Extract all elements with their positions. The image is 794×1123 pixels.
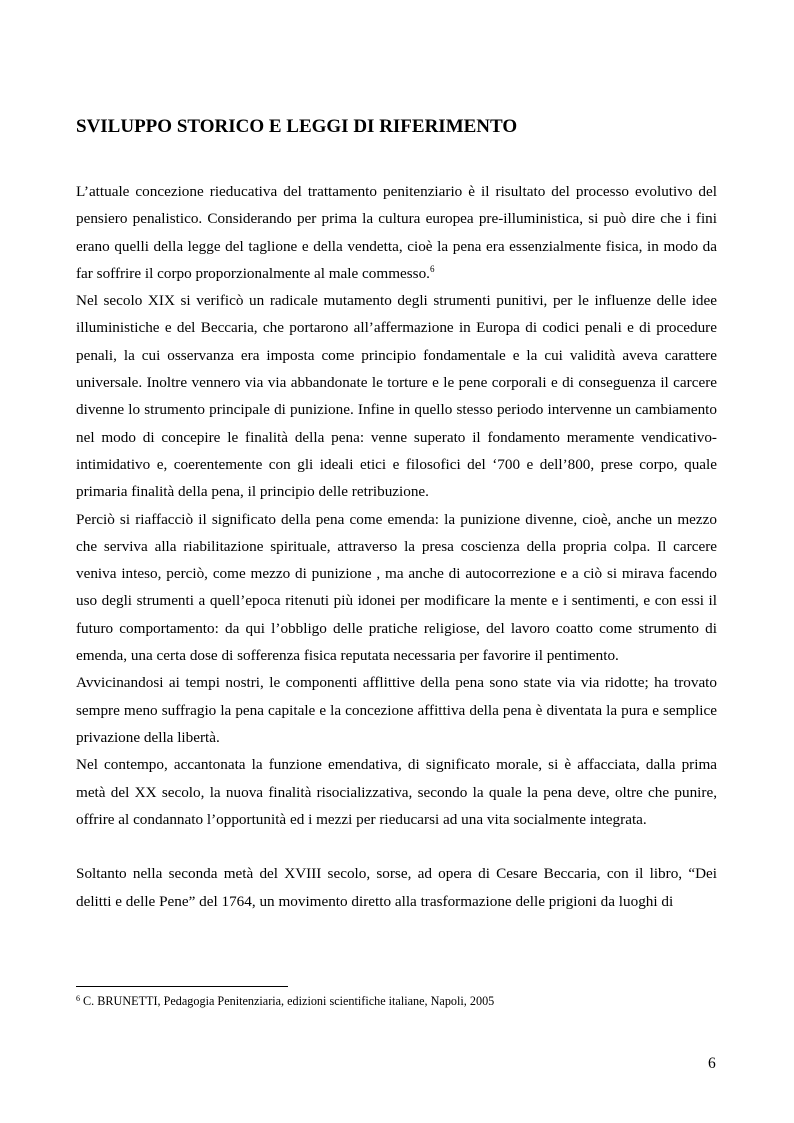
footnote-text: C. BRUNETTI, Pedagogia Penitenziaria, edizioni scientifiche italiane, Napoli, 2005 xyxy=(83,994,495,1008)
paragraph: Soltanto nella seconda metà del XVIII secolo, sorse, ad opera di Cesare Beccaria, con il libro, “Dei delitti e delle Pene” del 1764, un movimento diretto alla trasformazione delle prigioni da luoghi di xyxy=(76,865,717,910)
paragraph: Avvicinandosi ai tempi nostri, le componenti afflittive della pena sono state via via ridotte; ha trovato sempre meno suffragio la pena capitale e la concezione affittiva della pena è diventata la pura e semplice privazione della libertà. xyxy=(76,674,717,746)
footnote-number: 6 xyxy=(76,994,80,1003)
page-number: 6 xyxy=(708,1055,716,1072)
paragraph: Perciò si riaffacciò il significato della pena come emenda: la punizione divenne, cioè, anche un mezzo che serviva alla riabilitazione spirituale, attraverso la presa coscienza della propria colpa. Il carcere veniva inteso, perciò, come mezzo di punizione , ma anche di autocorrezione e a ciò si mirava facendo uso degli strumenti a quell’epoca ritenuti più idonei per modificare la mente e i sentimenti, e con essi il futuro comportamento: da qui l’obbligo delle pratiche religiose, del lavoro coatto come strumento di emenda, una certa dose di sofferenza fisica reputata necessaria per favorire il pentimento. xyxy=(76,510,717,665)
body-text xyxy=(76,178,717,915)
footnote-reference[interactable]: 6 xyxy=(429,263,435,274)
paragraph xyxy=(76,178,717,287)
footnote xyxy=(76,994,494,1009)
footnote-divider xyxy=(76,986,288,987)
section-heading: SVILUPPO STORICO E LEGGI DI RIFERIMENTO xyxy=(76,116,518,137)
paragraph: Nel secolo XIX si verificò un radicale mutamento degli strumenti punitivi, per le influenze delle idee illuministiche e del Beccaria, che portarono all’affermazione in Europa di codici penali e di procedure penali, la cui osservanza era imposta come principio fondamentale e la cui validità aveva carattere universale. Inoltre vennero via via abbandonate le torture e le pene corporali e di conseguenza il carcere divenne lo strumento principale di punizione. Infine in quello stesso periodo intervenne un cambiamento nel modo di concepire le finalità della pena: venne superato il fondamento meramente vendicativo- intimidativo e, coerentemente con gli ideali etici e filosofici del ‘700 e dell’800, prese corpo, quale primaria finalità della pena, il principio delle retribuzione. xyxy=(76,292,717,501)
paragraph: Nel contempo, accantonata la funzione emendativa, di significato morale, si è affacciata, dalla prima metà del XX secolo, la nuova finalità risocializzativa, secondo la quale la pena deve, oltre che punire, offrire al condannato l’opportunità ed i mezzi per rieducarsi ad una vita socialmente integrata. xyxy=(76,756,717,828)
paragraph-text: L’attuale concezione rieducativa del trattamento penitenziario è il risultato del processo evolutivo del pensiero penalistico. Considerando per prima la cultura europea pre-illuministica, si può dire che i fini erano quelli della legge del taglione e della vendetta, cioè la pena era essenzialmente fisica, in modo da far soffrire il corpo proporzionalmente al male commesso. xyxy=(76,183,717,282)
